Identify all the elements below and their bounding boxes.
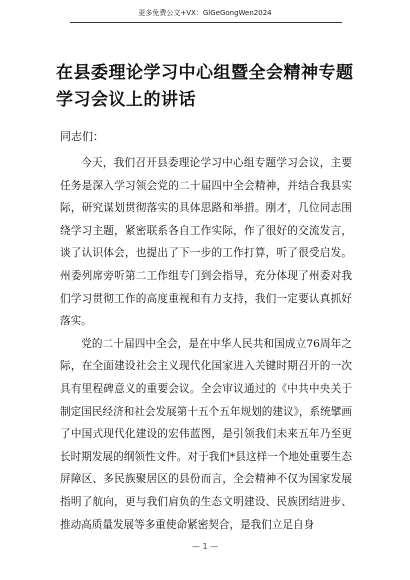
document-title: 在县委理论学习中心组暨全会精神专题学习会议上的讲话	[56, 63, 354, 110]
document-body	[60, 152, 352, 536]
page-number: — 1 —	[191, 542, 219, 551]
header-divider	[70, 22, 342, 23]
paragraph: 党的二十届四中全会，是在中华人民共和国成立76周年之际，在全面建设社会主义现代化国家进入关键时期召开的一次具有里程碑意义的重要会议。全会审议通过的《中共中央关于制定国民经济和社会发展第十五个五年规划的建议》，系统擘画了中国式现代化建设的宏伟蓝图，是引领我们未来五年乃至更长时期发展的纲领性文件。对于我们*县这样一个地处重要生态屏障区、多民族聚居区的县份而言，全会精神不仅为国家发展指明了航向，更与我们肩负的生态文明建设、民族团结进步、推动高质量发展等多重使命紧密契合，是我们立足自身	[60, 337, 352, 531]
paragraph: 今天，我们召开县委理论学习中心组专题学习会议，主要任务是深入学习领会党的二十届四中全会精神，并结合我县实际，研究谋划贯彻落实的具体思路和举措。刚才，几位同志围绕学习主题，紧密联系各自工作实际，作了很好的交流发言，谈了认识体会，也提出了下一步的工作打算，听了很受启发。州委列席旁听第二工作组专门到会指导，充分体现了州委对我们学习贯彻工作的高度重视和有力支持，我们一定要认真抓好落实。	[60, 157, 352, 328]
salutation: 同志们：	[60, 130, 104, 143]
header-note: 更多免费公文+VX：GlGeGongWen2024	[138, 9, 272, 17]
